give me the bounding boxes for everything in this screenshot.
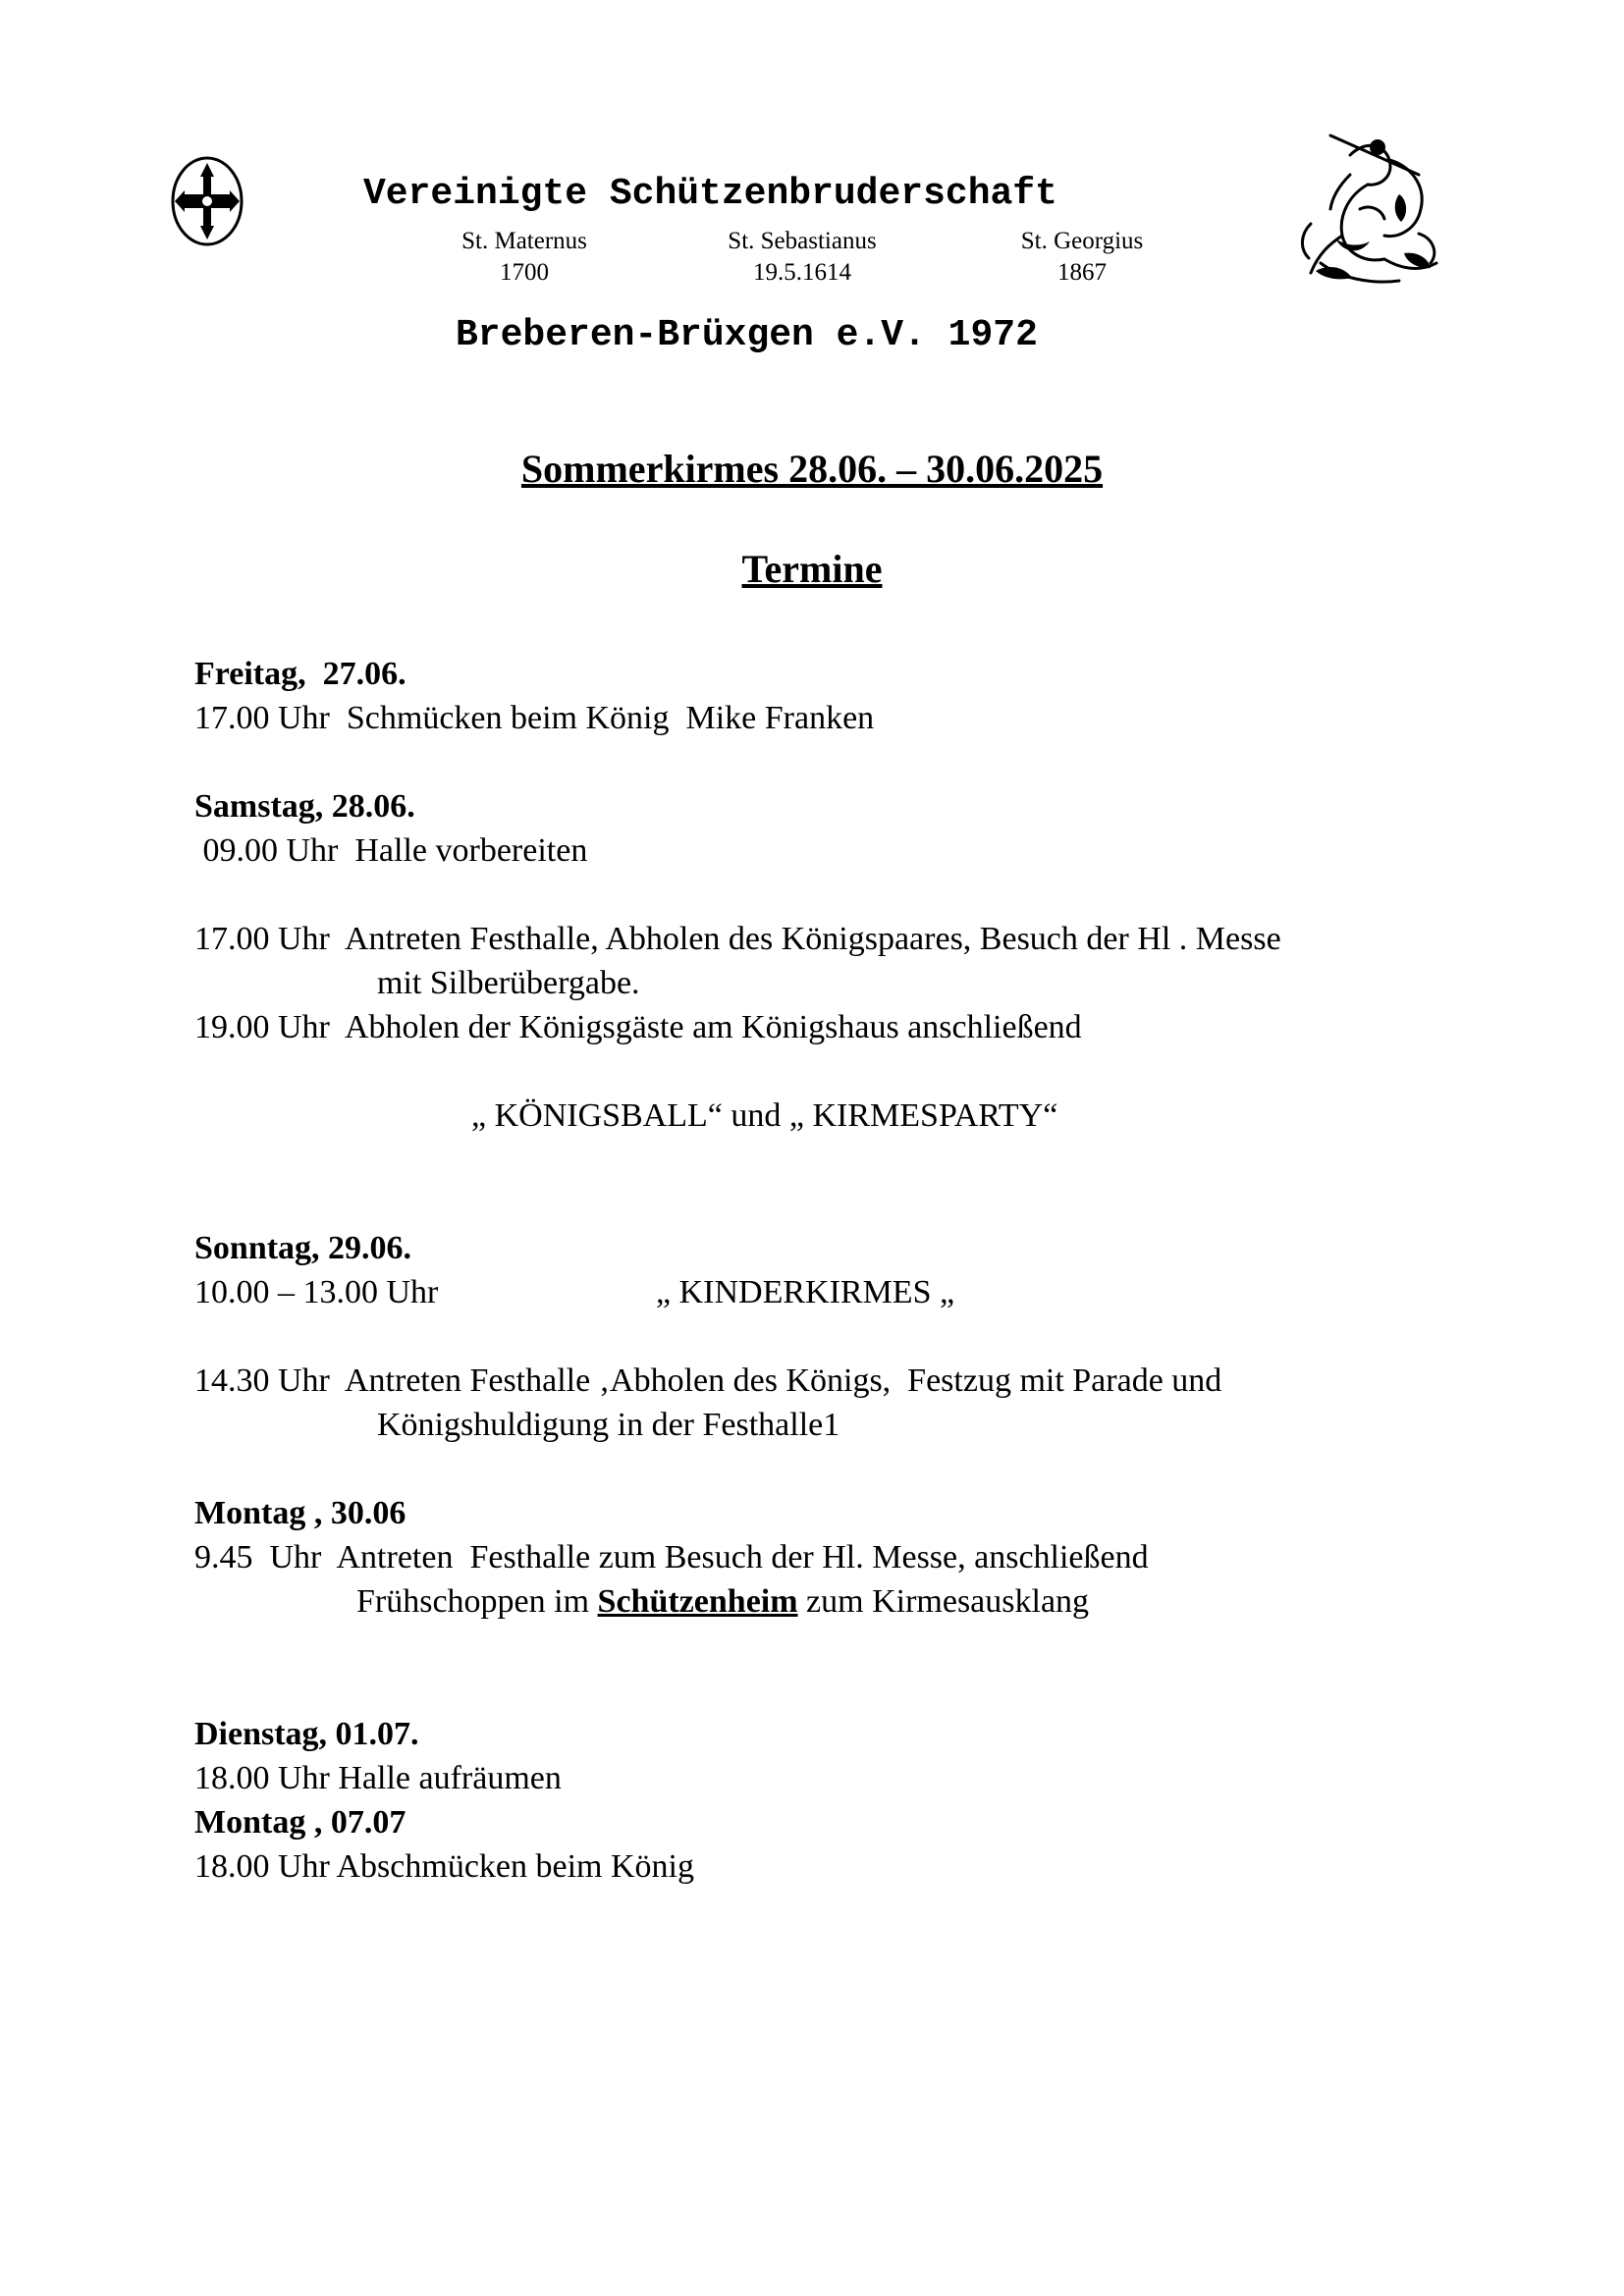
schedule-entry-continuation: Königshuldigung in der Festhalle1 — [377, 1407, 840, 1443]
cross-emblem-icon — [171, 155, 244, 247]
st-george-dragon-icon — [1291, 116, 1448, 291]
day-heading-monday-2: Montag , 07.07 — [194, 1804, 406, 1841]
schedule-entry: 19.00 Uhr Abholen der Königsgäste am Königshaus anschließend — [194, 1009, 1082, 1045]
schedule-entry-continuation: mit Silberübergabe. — [377, 965, 640, 1001]
schedule-entry: 09.00 Uhr Halle vorbereiten — [194, 832, 588, 869]
schedule-entry: 18.00 Uhr Abschmücken beim König — [194, 1848, 694, 1885]
schedule-entry: 18.00 Uhr Halle aufräumen — [194, 1760, 562, 1796]
text-segment: Frühschoppen im — [356, 1583, 598, 1620]
day-heading-friday: Freitag, 27.06. — [194, 656, 406, 692]
schedule-entry-continuation — [356, 1580, 1089, 1624]
patron-year: 19.5.1614 — [753, 259, 851, 286]
patron-name: St. Georgius — [1020, 228, 1144, 254]
event-highlight: „ KINDERKIRMES „ — [656, 1274, 955, 1310]
event-highlight: „ KÖNIGSBALL“ und „ KIRMESPARTY“ — [471, 1097, 1058, 1134]
patron-georgius — [954, 226, 1210, 289]
patron-year: 1700 — [500, 259, 549, 286]
schedule-entry-time: 10.00 – 13.00 Uhr — [194, 1274, 439, 1310]
patron-name: St. Sebastianus — [728, 228, 877, 254]
event-title: Sommerkirmes 28.06. – 30.06.2025 — [520, 447, 1104, 491]
day-heading-sunday: Sonntag, 29.06. — [194, 1230, 412, 1266]
patron-sebastianus — [675, 226, 930, 289]
organization-name-line: Breberen-Brüxgen e.V. 1972 — [456, 314, 1038, 356]
schedule-entry: 9.45 Uhr Antreten Festhalle zum Besuch der Hl. Messe, anschließend — [194, 1539, 1149, 1575]
section-title: Termine — [741, 547, 883, 591]
patron-maternus — [397, 226, 652, 289]
patron-name: St. Maternus — [461, 228, 587, 254]
location-emphasis: Schützenheim — [597, 1583, 798, 1620]
schedule-entry: 17.00 Uhr Antreten Festhalle, Abholen des Königspaares, Besuch der Hl . Messe — [194, 921, 1281, 957]
patron-year: 1867 — [1057, 259, 1107, 286]
day-heading-monday: Montag , 30.06 — [194, 1495, 406, 1531]
day-heading-saturday: Samstag, 28.06. — [194, 788, 415, 825]
schedule-entry: 17.00 Uhr Schmücken beim König Mike Franken — [194, 700, 875, 736]
organization-name-line: Vereinigte Schützenbruderschaft — [363, 173, 1057, 215]
day-heading-tuesday: Dienstag, 01.07. — [194, 1716, 419, 1752]
text-segment: zum Kirmesausklang — [797, 1583, 1090, 1620]
schedule-entry: 14.30 Uhr Antreten Festhalle ‚Abholen des Königs, Festzug mit Parade und — [194, 1362, 1222, 1399]
